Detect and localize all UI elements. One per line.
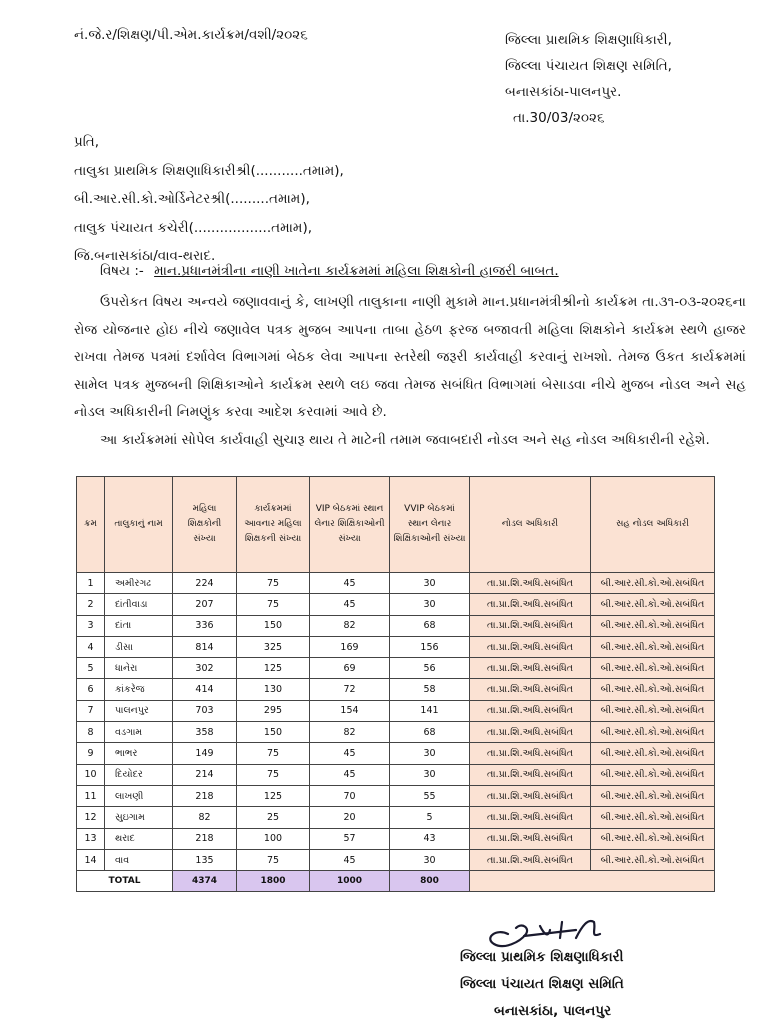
- cell-vip: 70: [310, 785, 390, 806]
- cell-vvip: 30: [390, 764, 470, 785]
- letter-date: તા.30/03/૨૦૨૬: [513, 110, 605, 126]
- table-row: [77, 807, 715, 828]
- cell-taluka: કાંકરેજ: [105, 679, 173, 700]
- cell-vvip: 55: [390, 785, 470, 806]
- reference-number: નં.જે.ર/શિક્ષણ/પી.એમ.કાર્યક્રમ/વશી/૨૦૨૬: [74, 27, 308, 43]
- cell-sr: 6: [77, 679, 105, 700]
- table-row: [77, 700, 715, 721]
- letter-body: [74, 289, 746, 454]
- office-line-2: જિલ્લા પંચાયત શિક્ષણ સમિતિ,: [505, 58, 672, 74]
- cell-attending: 25: [237, 807, 310, 828]
- cell-teachers: 414: [173, 679, 237, 700]
- cell-co-nodal: બી.આર.સી.કો.ઓ.સબંધિત: [591, 700, 715, 721]
- cell-co-nodal: બી.આર.સી.કો.ઓ.સબંધિત: [591, 722, 715, 743]
- cell-vvip: 156: [390, 636, 470, 657]
- cell-taluka: ભાભર: [105, 743, 173, 764]
- body-paragraph-1: ઉપરોકત વિષય અન્વયે જણાવવાનું કે, લાખણી તાલુકાના નાણી મુકામે માન.પ્રધાનમંત્રીશ્રીનો કાર્યક્રમ તા.૩૧-૦૩-૨૦૨૬ના રોજ યોજનાર હોઇ નીચે જણાવેલ પત્રક મુજબ આપના તાબા હેઠળ ફરજ બજાવતી મહિલા શિક્ષકોને કાર્યક્રમ સ્થળે હાજર રાખવા તેમજ પત્રમાં દર્શાવેલ વિભાગમાં બેઠક લેવા આપના સ્તરેથી જરૂરી કાર્યવાહી કરવાનું રાખશો. તેમજ ઉકત કાર્યક્રમમાં સામેલ પત્રક મુજબની શિક્ષિકાઓને કાર્યક્રમ સ્થળે લઇ જવા તેમજ સબંધિત વિભાગમાં બેસાડવા નીચે મુજબ નોડલ અને સહ નોડલ અધિકારીની નિમણુંક કરવા આદેશ કરવામાં આવે છે.: [74, 294, 746, 420]
- cell-attending: 150: [237, 615, 310, 636]
- cell-sr: 5: [77, 658, 105, 679]
- cell-vip: 72: [310, 679, 390, 700]
- cell-co-nodal: બી.આર.સી.કો.ઓ.સબંધિત: [591, 828, 715, 849]
- cell-co-nodal: બી.આર.સી.કો.ઓ.સબંધિત: [591, 615, 715, 636]
- table-row: [77, 722, 715, 743]
- cell-attending: 75: [237, 594, 310, 615]
- cell-sr: 3: [77, 615, 105, 636]
- cell-attending: 125: [237, 658, 310, 679]
- cell-teachers: 218: [173, 828, 237, 849]
- cell-vvip: 68: [390, 722, 470, 743]
- cell-vip: 169: [310, 636, 390, 657]
- cell-attending: 75: [237, 849, 310, 870]
- cell-sr: 11: [77, 785, 105, 806]
- office-line-3: બનાસકાંઠા-પાલનપુર.: [505, 84, 622, 100]
- cell-co-nodal: બી.આર.સી.કો.ઓ.સબંધિત: [591, 807, 715, 828]
- cell-teachers: 149: [173, 743, 237, 764]
- cell-co-nodal: બી.આર.સી.કો.ઓ.સબંધિત: [591, 658, 715, 679]
- signatory-line-2: જિલ્લા પંચાયત શિક્ષણ સમિતિ: [460, 976, 624, 992]
- table-total-row: [77, 871, 715, 892]
- cell-nodal: તા.પ્રા.શિ.અધિ.સબંધિત: [470, 700, 591, 721]
- table-row: [77, 679, 715, 700]
- cell-teachers: 82: [173, 807, 237, 828]
- header-vvip: VVIP બેઠકમાં સ્થાન લેનાર શિક્ષિકાઓની સંખ્યા: [390, 477, 470, 573]
- cell-vvip: 30: [390, 594, 470, 615]
- cell-teachers: 358: [173, 722, 237, 743]
- cell-co-nodal: બી.આર.સી.કો.ઓ.સબંધિત: [591, 594, 715, 615]
- cell-vvip: 58: [390, 679, 470, 700]
- cell-vip: 154: [310, 700, 390, 721]
- cell-vip: 45: [310, 764, 390, 785]
- total-teachers: 4374: [173, 871, 237, 892]
- cell-teachers: 336: [173, 615, 237, 636]
- signatory-line-3: બનાસકાંઠા, પાલનપુર: [494, 1003, 612, 1019]
- allocation-table: [76, 476, 715, 892]
- cell-vip: 45: [310, 594, 390, 615]
- cell-sr: 1: [77, 573, 105, 594]
- header-co-nodal: સહ નોડલ અધિકારી: [591, 477, 715, 573]
- cell-vvip: 30: [390, 849, 470, 870]
- cell-attending: 100: [237, 828, 310, 849]
- cell-co-nodal: બી.આર.સી.કો.ઓ.સબંધિત: [591, 636, 715, 657]
- cell-nodal: તા.પ્રા.શિ.અધિ.સબંધિત: [470, 658, 591, 679]
- header-vip: VIP બેઠકમાં સ્થાન લેનાર શિક્ષિકાઓની સંખ્યા: [310, 477, 390, 573]
- cell-sr: 12: [77, 807, 105, 828]
- cell-attending: 325: [237, 636, 310, 657]
- cell-attending: 75: [237, 764, 310, 785]
- cell-sr: 9: [77, 743, 105, 764]
- cell-teachers: 703: [173, 700, 237, 721]
- cell-vvip: 5: [390, 807, 470, 828]
- cell-co-nodal: બી.આર.સી.કો.ઓ.સબંધિત: [591, 785, 715, 806]
- cell-nodal: તા.પ્રા.શિ.અધિ.સબંધિત: [470, 828, 591, 849]
- recipient-line-4: જિ.બનાસકાંઠા/વાવ-થરાદ.: [74, 248, 216, 264]
- cell-vvip: 43: [390, 828, 470, 849]
- office-line-1: જિલ્લા પ્રાથમિક શિક્ષણાધિકારી,: [505, 32, 672, 48]
- cell-vvip: 56: [390, 658, 470, 679]
- cell-vip: 82: [310, 615, 390, 636]
- cell-vip: 82: [310, 722, 390, 743]
- table-row: [77, 764, 715, 785]
- cell-co-nodal: બી.આર.સી.કો.ઓ.સબંધિત: [591, 573, 715, 594]
- header-attending: કાર્યક્રમમાં આવનાર મહિલા શિક્ષકની સંખ્યા: [237, 477, 310, 573]
- table-row: [77, 573, 715, 594]
- cell-taluka: સુઇગામ: [105, 807, 173, 828]
- office-address: [505, 27, 672, 131]
- header-sr: ક્રમ: [77, 477, 105, 573]
- cell-taluka: વાવ: [105, 849, 173, 870]
- recipients-block: [74, 128, 344, 271]
- cell-co-nodal: બી.આર.સી.કો.ઓ.સબંધિત: [591, 849, 715, 870]
- cell-sr: 10: [77, 764, 105, 785]
- total-attending: 1800: [237, 871, 310, 892]
- cell-nodal: તા.પ્રા.શિ.અધિ.સબંધિત: [470, 807, 591, 828]
- cell-vvip: 30: [390, 743, 470, 764]
- table-row: [77, 849, 715, 870]
- table-header-row: [77, 477, 715, 573]
- cell-co-nodal: બી.આર.સી.કો.ઓ.સબંધિત: [591, 764, 715, 785]
- cell-vvip: 30: [390, 573, 470, 594]
- cell-sr: 8: [77, 722, 105, 743]
- cell-taluka: દાંતા: [105, 615, 173, 636]
- cell-sr: 4: [77, 636, 105, 657]
- cell-teachers: 302: [173, 658, 237, 679]
- cell-sr: 14: [77, 849, 105, 870]
- cell-co-nodal: બી.આર.સી.કો.ઓ.સબંધિત: [591, 743, 715, 764]
- cell-nodal: તા.પ્રા.શિ.અધિ.સબંધિત: [470, 785, 591, 806]
- cell-vip: 20: [310, 807, 390, 828]
- recipient-line-3: તાલુક પંચાયત કચેરી(..................તમામ),: [74, 219, 313, 236]
- table-row: [77, 636, 715, 657]
- cell-attending: 295: [237, 700, 310, 721]
- cell-attending: 75: [237, 743, 310, 764]
- cell-vip: 69: [310, 658, 390, 679]
- table-row: [77, 785, 715, 806]
- cell-taluka: દાંતીવાડા: [105, 594, 173, 615]
- cell-taluka: થરાદ: [105, 828, 173, 849]
- header-nodal: નોડલ અધિકારી: [470, 477, 591, 573]
- body-paragraph-2: આ કાર્યક્રમમાં સોપેલ કાર્યવાહી સુચારૂ થાય તે માટેની તમામ જવાબદારી નોડલ અને સહ નોડલ અધિકારીની રહેશે.: [100, 431, 710, 448]
- cell-taluka: લાખણી: [105, 785, 173, 806]
- total-vvip: 800: [390, 871, 470, 892]
- recipient-line-1: તાલુકા પ્રાથમિક શિક્ષણાધિકારીશ્રી(...........તમામ),: [74, 162, 344, 179]
- cell-nodal: તા.પ્રા.શિ.અધિ.સબંધિત: [470, 849, 591, 870]
- cell-vip: 45: [310, 743, 390, 764]
- cell-vvip: 68: [390, 615, 470, 636]
- cell-nodal: તા.પ્રા.શિ.અધિ.સબંધિત: [470, 722, 591, 743]
- cell-sr: 2: [77, 594, 105, 615]
- cell-taluka: વડગામ: [105, 722, 173, 743]
- cell-taluka: દિયોદર: [105, 764, 173, 785]
- cell-attending: 150: [237, 722, 310, 743]
- recipient-to: પ્રતિ,: [74, 134, 100, 150]
- subject-text: માન.પ્રધાનમંત્રીના નાણી ખાતેના કાર્યક્રમમાં મહિલા શિક્ષકોની હાજરી બાબત.: [154, 263, 559, 279]
- subject-line: [100, 263, 559, 279]
- cell-teachers: 135: [173, 849, 237, 870]
- table-row: [77, 658, 715, 679]
- cell-nodal: તા.પ્રા.શિ.અધિ.સબંધિત: [470, 573, 591, 594]
- signature-block: [460, 944, 624, 1025]
- table-row: [77, 594, 715, 615]
- cell-nodal: તા.પ્રા.શિ.અધિ.સબંધિત: [470, 636, 591, 657]
- cell-nodal: તા.પ્રા.શિ.અધિ.સબંધિત: [470, 594, 591, 615]
- cell-teachers: 224: [173, 573, 237, 594]
- cell-co-nodal: બી.આર.સી.કો.ઓ.સબંધિત: [591, 679, 715, 700]
- recipient-line-2: બી.આર.સી.કો.ઓર્ડિનેટરશ્રી(.........તમામ),: [74, 191, 310, 207]
- cell-taluka: પાલનપુર: [105, 700, 173, 721]
- total-label: TOTAL: [77, 871, 173, 892]
- signatory-line-1: જિલ્લા પ્રાથમિક શિક્ષણાધિકારી: [460, 949, 624, 965]
- table-row: [77, 615, 715, 636]
- table-row: [77, 743, 715, 764]
- cell-nodal: તા.પ્રા.શિ.અધિ.સબંધિત: [470, 743, 591, 764]
- cell-attending: 130: [237, 679, 310, 700]
- header-taluka: તાલુકાનું નામ: [105, 477, 173, 573]
- cell-taluka: અમીરગઢ: [105, 573, 173, 594]
- cell-sr: 13: [77, 828, 105, 849]
- cell-taluka: ધાનેરા: [105, 658, 173, 679]
- subject-label: વિષય :-: [100, 263, 144, 279]
- header-women-teachers: મહિલા શિક્ષકોની સંખ્યા: [173, 477, 237, 573]
- cell-sr: 7: [77, 700, 105, 721]
- cell-vip: 45: [310, 849, 390, 870]
- cell-teachers: 214: [173, 764, 237, 785]
- cell-vip: 57: [310, 828, 390, 849]
- total-blank: [470, 871, 715, 892]
- cell-attending: 75: [237, 573, 310, 594]
- cell-teachers: 814: [173, 636, 237, 657]
- cell-vip: 45: [310, 573, 390, 594]
- cell-nodal: તા.પ્રા.શિ.અધિ.સબંધિત: [470, 764, 591, 785]
- cell-vvip: 141: [390, 700, 470, 721]
- cell-nodal: તા.પ્રા.શિ.અધિ.સબંધિત: [470, 615, 591, 636]
- table-row: [77, 828, 715, 849]
- total-vip: 1000: [310, 871, 390, 892]
- cell-teachers: 207: [173, 594, 237, 615]
- cell-teachers: 218: [173, 785, 237, 806]
- cell-nodal: તા.પ્રા.શિ.અધિ.સબંધિત: [470, 679, 591, 700]
- cell-taluka: ડીસા: [105, 636, 173, 657]
- cell-attending: 125: [237, 785, 310, 806]
